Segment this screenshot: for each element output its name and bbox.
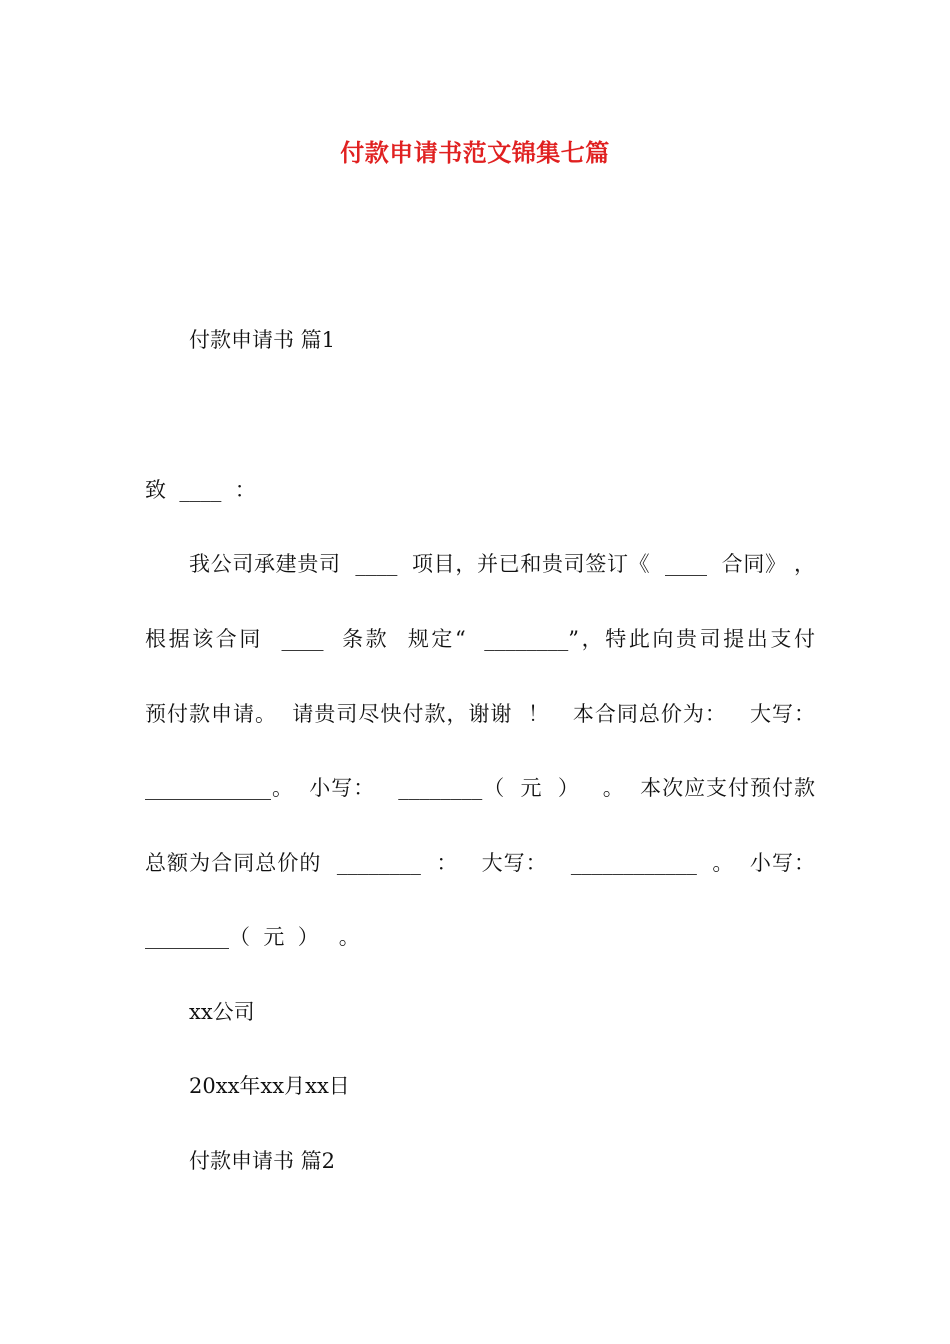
salutation: 致 ____ ：: [145, 478, 256, 502]
section-heading-1: 付款申请书 篇1: [189, 328, 336, 352]
paragraph-line: 总额为合同总价的 ________ ： 大写： ____________ 。 小写：: [145, 851, 815, 875]
section-heading-2: 付款申请书 篇2: [189, 1149, 336, 1173]
paragraph-line: ____________。 小写： ________（ 元 ） 。 本次应支付预付款: [145, 776, 815, 800]
paragraph-line: 我公司承建贵司 ____ 项目，并已和贵司签订《 ____ 合同》 ，: [189, 552, 815, 576]
paragraph-line: ________（ 元 ） 。: [145, 925, 360, 949]
document-title: 付款申请书范文锦集七篇: [340, 139, 610, 167]
paragraph-line: 根据该合同 ____ 条款 规定“ ________”，特此向贵司提出支付: [145, 627, 815, 651]
paragraph-line: 预付款申请。 请贵司尽快付款，谢谢 ！ 本合同总价为： 大写：: [145, 702, 815, 726]
document-date: 20xx年xx月xx日: [189, 1074, 350, 1098]
company-name: xx公司: [189, 1000, 255, 1024]
